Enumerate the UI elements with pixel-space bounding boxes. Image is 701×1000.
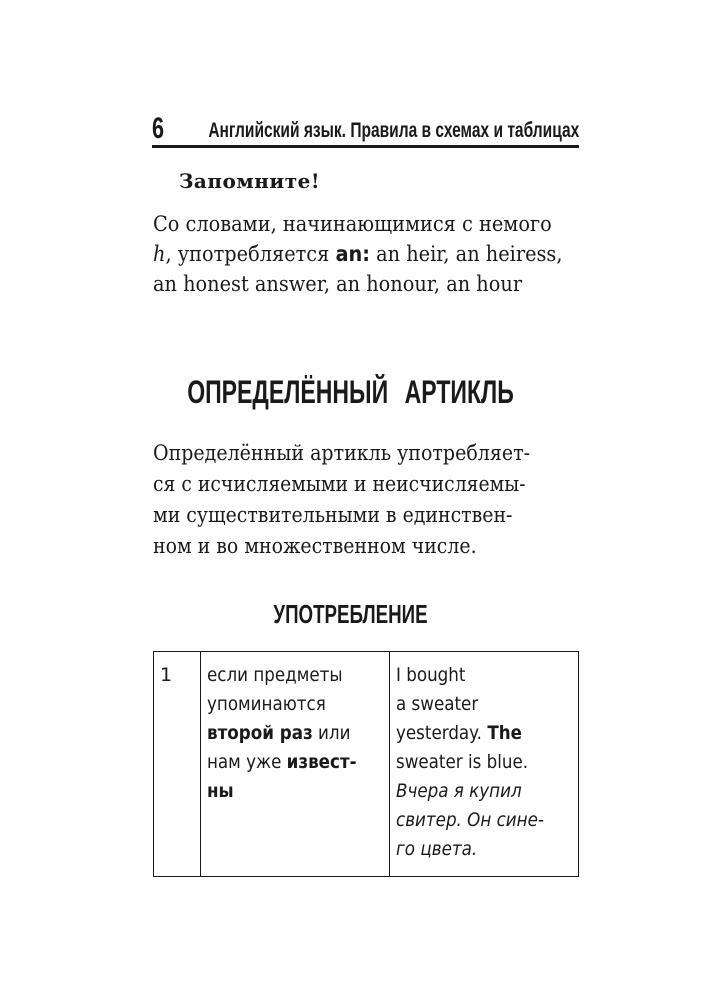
usage-table (153, 651, 579, 877)
intro-line-4: ном и во множественном числе. (153, 534, 477, 558)
note-line-3: an honest answer, an honour, an hour (153, 272, 523, 296)
note-text: , употребляется (165, 242, 336, 266)
note-letter-h: h (153, 242, 166, 266)
translation-line (396, 777, 553, 806)
row-number: 1 (154, 652, 201, 877)
desc-text: нам уже (206, 751, 287, 773)
desc-text: или (312, 722, 350, 744)
desc-line: если предметы (206, 664, 343, 686)
section-intro (153, 438, 585, 562)
desc-line (207, 719, 364, 748)
page-number: 6 (152, 112, 165, 145)
example-text: yesterday. (395, 722, 488, 744)
note-line-1: Со словами, начинающимися с немого (153, 212, 552, 236)
intro-line-2: ся с исчисляемыми и неисчисляемы- (153, 472, 526, 496)
row-example (389, 652, 578, 877)
note-line-2 (153, 239, 563, 269)
section-title: ОПРЕДЕЛЁННЫЙ АРТИКЛЬ (187, 374, 514, 410)
translation-text: Вчера я купил (395, 780, 522, 802)
remember-note (153, 209, 585, 299)
desc-line (207, 748, 364, 777)
intro-line-1: Определённый артикль употребляет- (153, 441, 531, 465)
translation-line (396, 835, 553, 864)
example-line: a sweater (395, 693, 478, 715)
desc-emphasis: извест- (286, 751, 357, 773)
example-line (396, 719, 553, 748)
desc-emphasis: второй раз (206, 722, 313, 744)
example-article: The (487, 722, 522, 744)
example-line: I bought (395, 664, 466, 686)
intro-line-3: ми существительными в единствен- (153, 503, 513, 527)
example-line: sweater is blue. (395, 751, 528, 773)
running-title: Английский язык. Правила в схемах и таблицах (208, 119, 579, 142)
translation-text: свитер. Он сине- (395, 809, 544, 831)
header-rule (152, 145, 579, 148)
translation-text: го цвета. (395, 838, 477, 860)
translation-line (396, 806, 553, 835)
row-description (200, 652, 389, 877)
desc-line (207, 777, 364, 806)
note-article-an: an: (335, 242, 370, 266)
note-examples: an heir, an heiress, (369, 242, 563, 266)
remember-heading: Запомните! (179, 169, 321, 193)
table-row (154, 652, 579, 877)
usage-title: УПОТРЕБЛЕНИЕ (273, 599, 428, 629)
desc-line: упоминаются (206, 693, 326, 715)
desc-emphasis: ны (206, 780, 234, 802)
